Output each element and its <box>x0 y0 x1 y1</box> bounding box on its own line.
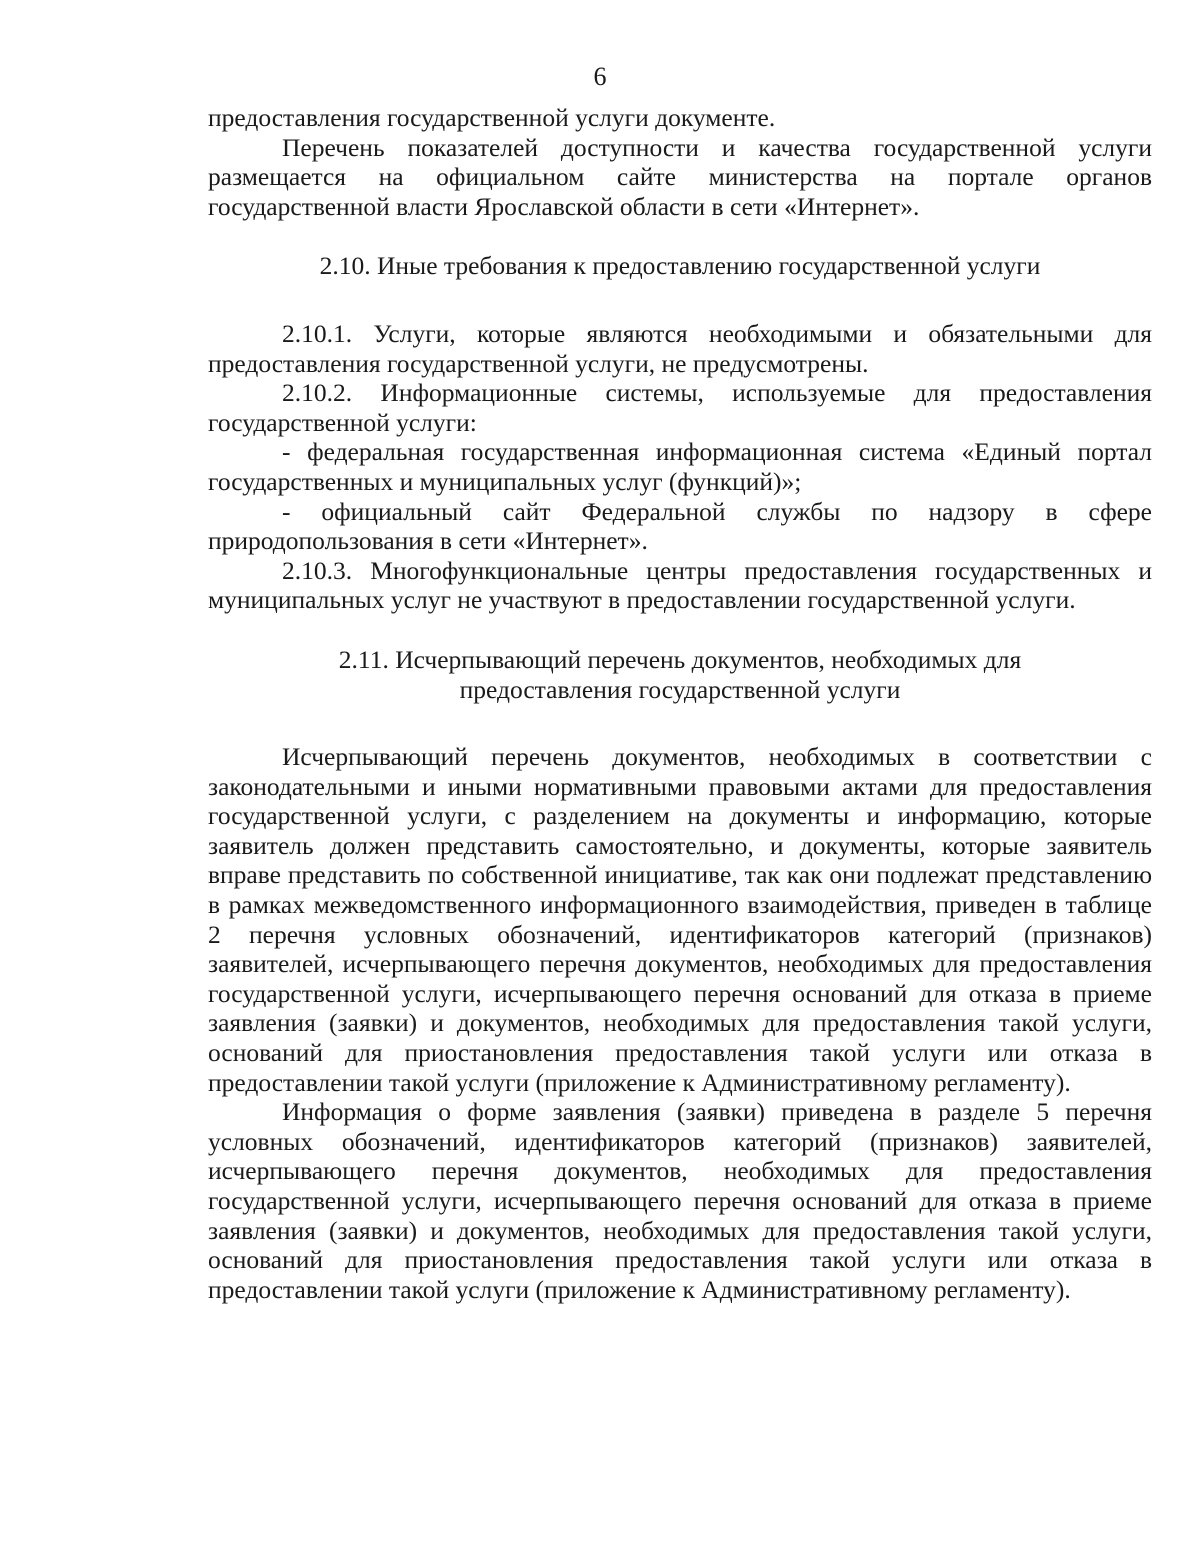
paragraph-application-form: Информация о форме заявления (заявки) приведена в разделе 5 перечня условных обозначений, идентификаторов категорий (признаков) заявителей, исчерпывающего перечня документов, необходимых для предоставления государственной услуги, исчерпывающего перечня оснований для отказа в приеме заявления (заявки) и документов, необходимых для предоставления такой услуги, оснований для приостановления предоставления такой услуги или отказа в предоставлении такой услуги (приложение к Административному регламенту). <box>208 1097 1152 1304</box>
paragraph-continuation: предоставления государственной услуги документе. <box>208 103 776 132</box>
section-heading-2-10: 2.10. Иные требования к предоставлению государственной услуги <box>319 251 1041 281</box>
section-heading-2-11 <box>208 645 1152 704</box>
paragraph-document-list: Исчерпывающий перечень документов, необходимых в соответствии с законодательными и иными нормативными правовыми актами для предоставления государственной услуги, с разделением на документы и информацию, которые заявитель должен представить самостоятельно, и документы, которые заявитель вправе представить по собственной инициативе, так как они подлежат представлению в рамках межведомственного информационного взаимодействия, приведен в таблице 2 перечня условных обозначений, идентификаторов категорий (признаков) заявителей, исчерпывающего перечня документов, необходимых для предоставления государственной услуги, исчерпывающего перечня оснований для отказа в приеме заявления (заявки) и документов, необходимых для предоставления такой услуги, оснований для приостановления предоставления такой услуги или отказа в предоставлении такой услуги (приложение к Административному регламенту). <box>208 742 1152 1097</box>
page-number: 6 <box>593 62 607 91</box>
paragraph-2-10-3: 2.10.3. Многофункциональные центры предоставления государственных и муниципальных услуг не участвуют в предоставлении государственной услуги. <box>208 555 1152 615</box>
paragraph-2-10-1: 2.10.1. Услуги, которые являются необходимыми и обязательными для предоставления государственной услуги, не предусмотрены. <box>208 318 1152 378</box>
list-item-federal-system: - федеральная государственная информационная система «Единый портал государственных и муниципальных услуг (функций)»; <box>208 437 1152 496</box>
list-item-official-site: - официальный сайт Федеральной службы по надзору в сфере природопользования в сети «Интернет». <box>208 496 1152 556</box>
section-heading-2-11-line-1: 2.11. Исчерпывающий перечень документов, необходимых для <box>338 644 1022 674</box>
paragraph-2-10-2: 2.10.2. Информационные системы, используемые для предоставления государственной услуги: <box>208 378 1152 437</box>
section-heading-2-11-line-2: предоставления государственной услуги <box>459 674 901 704</box>
document-body <box>208 103 1152 1304</box>
paragraph-accessibility-indicators: Перечень показателей доступности и качества государственной услуги размещается на официальном сайте министерства на портале органов государственной власти Ярославской области в сети «Интернет». <box>208 132 1152 221</box>
